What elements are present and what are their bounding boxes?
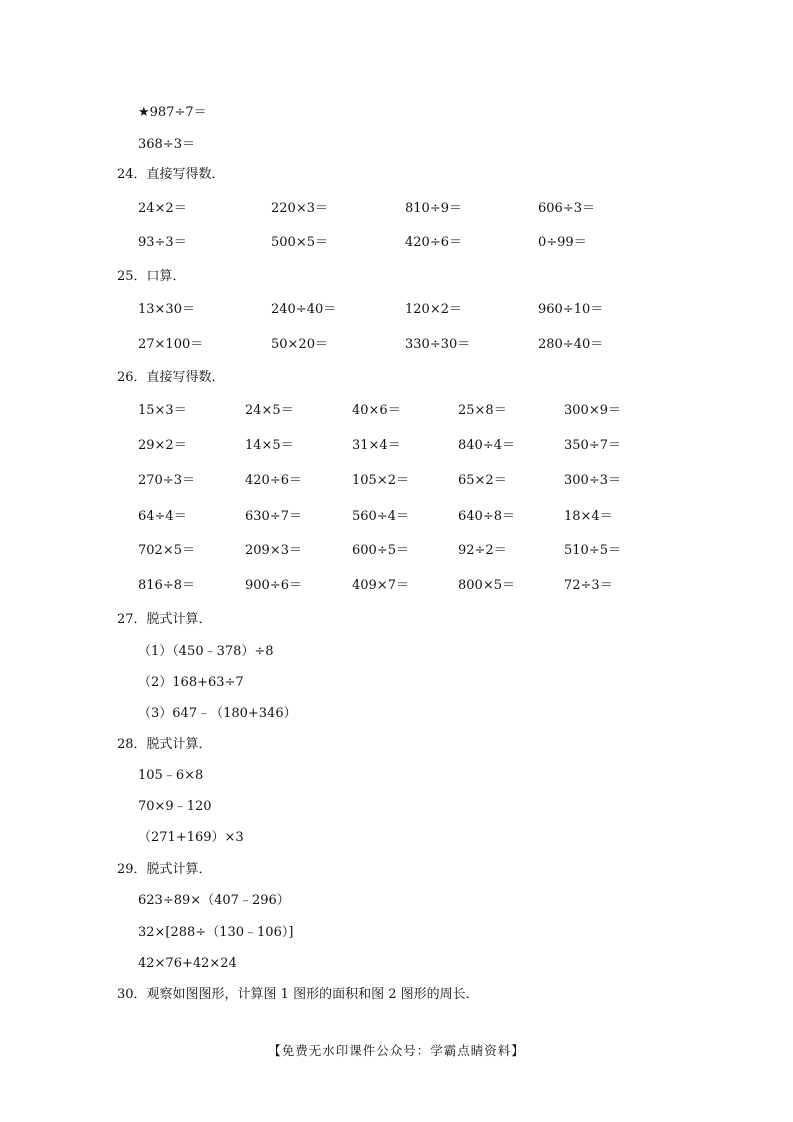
q29-item: 32×[288÷（130﹣106）] bbox=[138, 925, 294, 940]
top-item-2: 368÷3＝ bbox=[138, 137, 195, 152]
q25-item: 27×100＝ bbox=[138, 337, 204, 352]
q24-item: 606÷3＝ bbox=[538, 201, 595, 216]
q28-item: 70×9﹣120 bbox=[138, 799, 212, 814]
q26-item: 24×5＝ bbox=[245, 403, 294, 418]
q26-item: 65×2＝ bbox=[458, 473, 507, 488]
q26-item: 64÷4＝ bbox=[138, 509, 187, 524]
q26-item: 350÷7＝ bbox=[564, 438, 621, 453]
q26-item: 510÷5＝ bbox=[564, 543, 621, 558]
q26-item: 560÷4＝ bbox=[352, 509, 409, 524]
q26-title: 26．直接写得数． bbox=[117, 370, 225, 385]
q26-item: 209×3＝ bbox=[245, 543, 302, 558]
q26-item: 630÷7＝ bbox=[245, 509, 302, 524]
q28-item: （271+169）×3 bbox=[138, 830, 244, 845]
q26-item: 800×5＝ bbox=[458, 578, 515, 593]
q26-item: 640÷8＝ bbox=[458, 509, 515, 524]
q28-title: 28．脱式计算． bbox=[117, 737, 212, 752]
q27-item: （3）647﹣（180+346） bbox=[138, 706, 297, 721]
q26-item: 409×7＝ bbox=[352, 578, 409, 593]
q25-item: 280÷40＝ bbox=[538, 337, 604, 352]
q26-item: 31×4＝ bbox=[352, 438, 401, 453]
q27-item: （1）（450﹣378）÷8 bbox=[138, 644, 274, 659]
q26-item: 25×8＝ bbox=[458, 403, 507, 418]
q30-title: 30．观察如图图形，计算图 1 图形的面积和图 2 图形的周长． bbox=[117, 987, 479, 1002]
q24-item: 93÷3＝ bbox=[138, 235, 187, 250]
q26-item: 92÷2＝ bbox=[458, 543, 507, 558]
q26-item: 29×2＝ bbox=[138, 438, 187, 453]
q25-item: 120×2＝ bbox=[405, 302, 462, 317]
q25-title: 25．口算． bbox=[117, 269, 186, 284]
q26-item: 270÷3＝ bbox=[138, 473, 195, 488]
q25-item: 50×20＝ bbox=[271, 337, 328, 352]
q25-item: 960÷10＝ bbox=[538, 302, 604, 317]
q27-title: 27．脱式计算． bbox=[117, 612, 212, 627]
top-item-1: ★987÷7＝ bbox=[138, 105, 207, 120]
q29-title: 29．脱式计算． bbox=[117, 862, 212, 877]
q24-item: 420÷6＝ bbox=[405, 235, 462, 250]
footer-note: 【免费无水印课件公众号：学霸点睛资料】 bbox=[268, 1043, 525, 1058]
q24-title: 24．直接写得数． bbox=[117, 167, 225, 182]
q26-item: 15×3＝ bbox=[138, 403, 187, 418]
q26-item: 840÷4＝ bbox=[458, 438, 515, 453]
q26-item: 72÷3＝ bbox=[564, 578, 613, 593]
q29-item: 623÷89×（407﹣296） bbox=[138, 893, 290, 908]
q25-item: 330÷30＝ bbox=[405, 337, 471, 352]
q26-item: 18×4＝ bbox=[564, 509, 613, 524]
q26-item: 900÷6＝ bbox=[245, 578, 302, 593]
q26-item: 14×5＝ bbox=[245, 438, 294, 453]
q24-item: 220×3＝ bbox=[271, 201, 328, 216]
q28-item: 105﹣6×8 bbox=[138, 768, 204, 783]
q24-item: 0÷99＝ bbox=[538, 235, 587, 250]
q26-item: 300×9＝ bbox=[564, 403, 621, 418]
q25-item: 240÷40＝ bbox=[271, 302, 337, 317]
q26-item: 300÷3＝ bbox=[564, 473, 621, 488]
q26-item: 600÷5＝ bbox=[352, 543, 409, 558]
q26-item: 816÷8＝ bbox=[138, 578, 195, 593]
q24-item: 810÷9＝ bbox=[405, 201, 462, 216]
q26-item: 420÷6＝ bbox=[245, 473, 302, 488]
q24-item: 500×5＝ bbox=[271, 235, 328, 250]
q26-item: 40×6＝ bbox=[352, 403, 401, 418]
q24-item: 24×2＝ bbox=[138, 201, 187, 216]
q27-item: （2）168+63÷7 bbox=[138, 675, 244, 690]
q26-item: 702×5＝ bbox=[138, 543, 195, 558]
q25-item: 13×30＝ bbox=[138, 302, 195, 317]
q26-item: 105×2＝ bbox=[352, 473, 409, 488]
q29-item: 42×76+42×24 bbox=[138, 956, 237, 971]
